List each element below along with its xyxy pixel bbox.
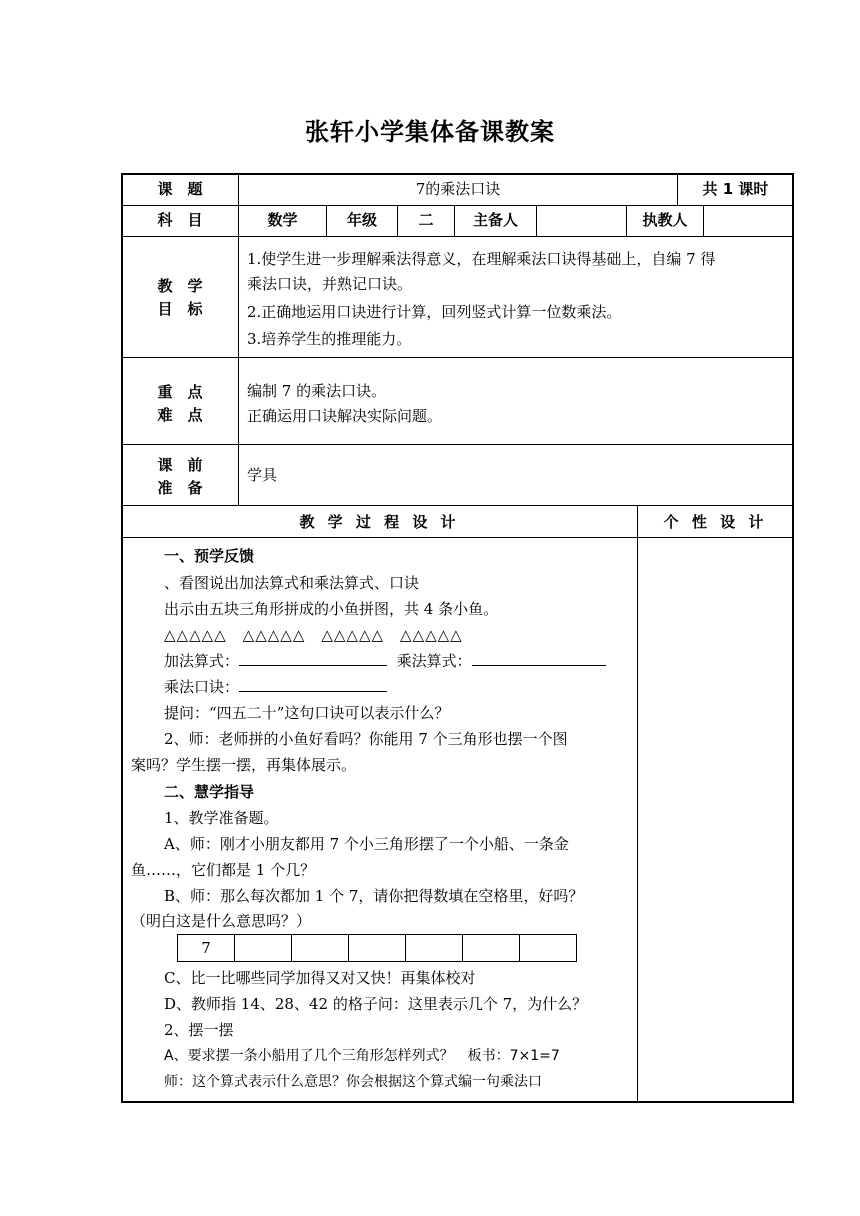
goal-line: 3.培养学生的推理能力。 bbox=[247, 330, 412, 348]
topic-label: 课 题 bbox=[157, 180, 203, 198]
grid-cell bbox=[520, 935, 576, 961]
answer-grid bbox=[177, 934, 577, 962]
paragraph: 1、教学准备题。 bbox=[164, 809, 279, 827]
keypoints-label-1: 重 点 bbox=[157, 383, 203, 401]
process-header: 教 学 过 程 设 计 bbox=[299, 513, 460, 531]
goals-label-2: 目 标 bbox=[157, 300, 203, 318]
blank-line bbox=[239, 675, 387, 692]
subject-label: 科 目 bbox=[157, 211, 203, 229]
mul-label: 乘法算式： bbox=[396, 652, 472, 670]
goal-line: 1.使学生进一步理解乘法得意义，在理解乘法口诀得基础上，自编 7 得 bbox=[247, 250, 716, 268]
grid-cell bbox=[463, 935, 520, 961]
paragraph: B、师：那么每次都加 1 个 7，请你把得数填在空格里，好吗？ bbox=[164, 887, 584, 905]
section-title: 二、慧学指导 bbox=[164, 783, 255, 801]
rhyme-row bbox=[164, 674, 659, 700]
subject-value: 数学 bbox=[267, 211, 298, 229]
paragraph: D、教师指 14、28、42 的格子问：这里表示几个 7，为什么？ bbox=[164, 995, 588, 1013]
custom-design-header: 个 性 设 计 bbox=[663, 513, 768, 531]
paragraph: 提问：“四五二十”这句口诀可以表示什么？ bbox=[164, 704, 450, 722]
paragraph: 、看图说出加法算式和乘法算式、口诀 bbox=[164, 574, 420, 592]
section-title: 一、预学反馈 bbox=[164, 547, 255, 565]
paragraph: 2、摆一摆 bbox=[164, 1021, 234, 1039]
paragraph: （明白这是什么意思吗？） bbox=[131, 912, 312, 930]
add-label: 加法算式： bbox=[164, 652, 240, 670]
blank-line bbox=[472, 649, 606, 666]
grade-label: 年级 bbox=[346, 211, 377, 229]
paragraph: A、师：刚才小朋友都用 7 个小三角形摆了一个小船、一条金 bbox=[164, 835, 569, 853]
keypoints-label-2: 难 点 bbox=[157, 406, 203, 424]
grid-cell bbox=[235, 935, 292, 961]
grid-cell: 7 bbox=[178, 935, 235, 961]
goals-label-1: 教 学 bbox=[157, 277, 203, 295]
topic-value: 7的乘法口诀 bbox=[415, 180, 501, 198]
triangle-row: △△△△△ △△△△△ △△△△△ △△△△△ bbox=[164, 626, 463, 644]
keypoint-line: 编制 7 的乘法口诀。 bbox=[247, 382, 387, 400]
prep-label-2: 准 备 bbox=[157, 479, 203, 497]
paragraph: 师：这个算式表示什么意思？你会根据这个算式编一句乘法口 bbox=[164, 1074, 542, 1090]
grade-value: 二 bbox=[418, 211, 434, 229]
grid-cell bbox=[406, 935, 463, 961]
hours-count: 共 1 课时 bbox=[702, 180, 769, 198]
paragraph: 出示由五块三角形拼成的小鱼拼图，共 4 条小鱼。 bbox=[164, 600, 499, 618]
grid-cell bbox=[292, 935, 349, 961]
paragraph: 鱼……，它们都是 1 个几？ bbox=[131, 861, 316, 879]
keypoint-line: 正确运用口诀解决实际问题。 bbox=[247, 407, 443, 425]
blank-line bbox=[239, 649, 387, 666]
prep-label-1: 课 前 bbox=[157, 456, 203, 474]
paragraph: A、要求摆一条小船用了几个三角形怎样列式？ 板书：7×1=7 bbox=[164, 1048, 560, 1064]
goal-line: 乘法口诀，并熟记口诀。 bbox=[247, 275, 413, 293]
teacher-label: 执教人 bbox=[642, 211, 688, 229]
goal-line: 2.正确地运用口诀进行计算，回列竖式计算一位数乘法。 bbox=[247, 303, 622, 321]
preparer-label: 主备人 bbox=[472, 211, 518, 229]
paragraph: 2、师：老师拼的小鱼好看吗？你能用 7 个三角形也摆一个图 bbox=[164, 730, 568, 748]
paragraph: C、比一比哪些同学加得又对又快！再集体校对 bbox=[164, 969, 476, 987]
rhyme-label: 乘法口诀： bbox=[164, 678, 240, 696]
formula-row bbox=[164, 648, 659, 674]
paragraph: 案吗？学生摆一摆，再集体展示。 bbox=[131, 756, 357, 774]
page-title: 张轩小学集体备课教案 bbox=[305, 118, 555, 146]
prep-value: 学具 bbox=[247, 466, 278, 484]
grid-cell bbox=[349, 935, 406, 961]
